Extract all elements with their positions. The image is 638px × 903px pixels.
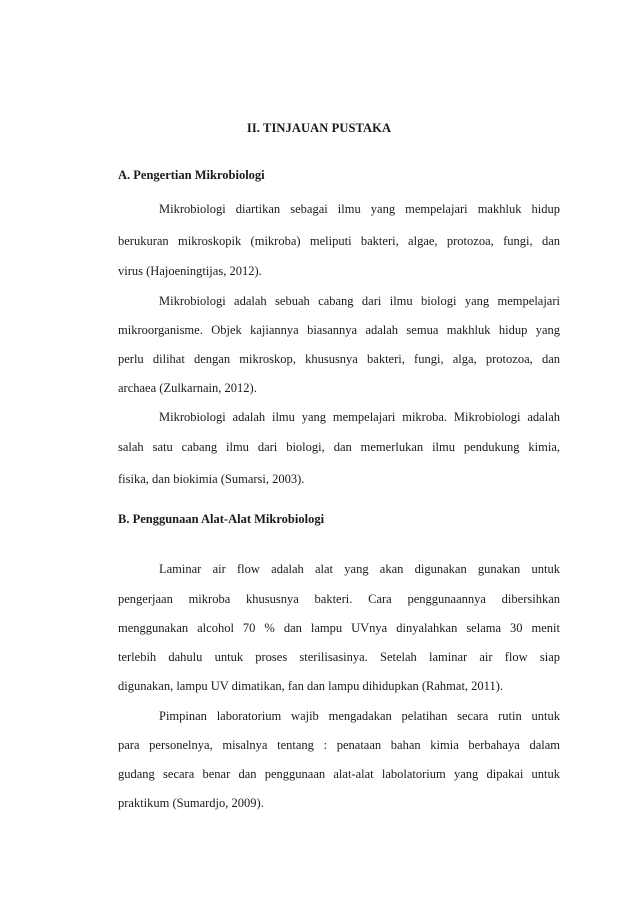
paragraph-line: menggunakan alcohol 70 % dan lampu UVnya dinyalahkan selama 30 menit [118,621,560,635]
paragraph-line: digunakan, lampu UV dimatikan, fan dan lampu dihidupkan (Rahmat, 2011). [118,679,503,693]
paragraph-line: perlu dilihat dengan mikroskop, khususnya bakteri, fungi, alga, protozoa, dan [118,352,560,366]
paragraph-line: gudang secara benar dan penggunaan alat-alat labolatorium yang dipakai untuk [118,767,560,781]
paragraph-line: mikroorganisme. Objek kajiannya biasannya adalah semua makhluk hidup yang [118,323,560,337]
paragraph-line: Mikrobiologi adalah ilmu yang mempelajari mikroba. Mikrobiologi adalah [159,410,560,424]
paragraph-line: praktikum (Sumardjo, 2009). [118,796,264,810]
paragraph-line: virus (Hajoeningtijas, 2012). [118,264,262,278]
paragraph-line: salah satu cabang ilmu dari biologi, dan memerlukan ilmu pendukung kimia, [118,440,560,454]
paragraph-line: Mikrobiologi diartikan sebagai ilmu yang mempelajari makhluk hidup [159,202,560,216]
section-heading-a: A. Pengertian Mikrobiologi [118,168,265,182]
paragraph-line: fisika, dan biokimia (Sumarsi, 2003). [118,472,305,486]
paragraph-line: Pimpinan laboratorium wajib mengadakan pelatihan secara rutin untuk [159,709,560,723]
paragraph-line: Laminar air flow adalah alat yang akan digunakan gunakan untuk [159,562,560,576]
paragraph-line: Mikrobiologi adalah sebuah cabang dari ilmu biologi yang mempelajari [159,294,560,308]
paragraph-line: archaea (Zulkarnain, 2012). [118,381,257,395]
paragraph-line: pengerjaan mikroba khususnya bakteri. Cara penggunaannya dibersihkan [118,592,560,606]
paragraph-line: para personelnya, misalnya tentang : penataan bahan kimia berbahaya dalam [118,738,560,752]
section-heading-b: B. Penggunaan Alat-Alat Mikrobiologi [118,512,325,526]
paragraph-line: terlebih dahulu untuk proses sterilisasinya. Setelah laminar air flow siap [118,650,560,664]
chapter-title: II. TINJAUAN PUSTAKA [246,121,392,135]
paragraph-line: berukuran mikroskopik (mikroba) meliputi bakteri, algae, protozoa, fungi, dan [118,234,560,248]
